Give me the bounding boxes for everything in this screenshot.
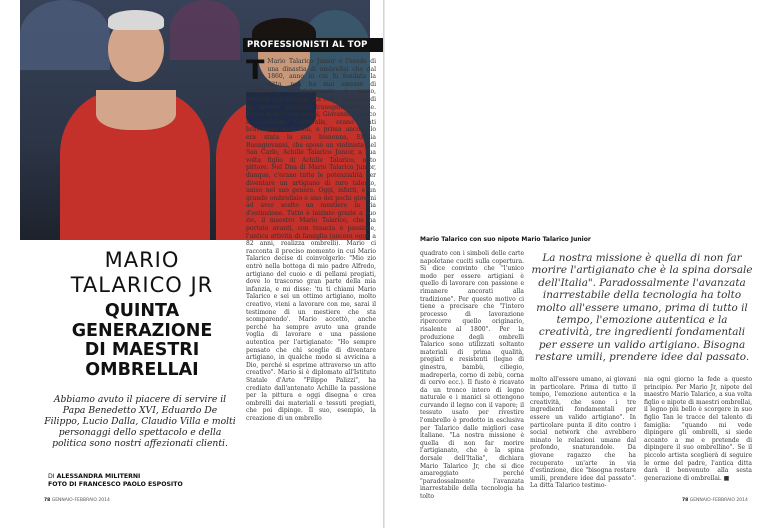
article-column-2 [420,250,524,498]
article-text: molto all'essere umano, ai giovani in particolare. Prima di tutto il tempo, l'emozione autentica e la creatività, che sono i tre ingredienti fondamentali per essere un valido artigiano". In particolare punta il dito contro i social network che avrebbero minato le relazioni umane dal profondo, snaturandole. Da giovane ragazzo che ha recuperato un'arte in via d'estinzione, dice "bisogna restare umili, prendere idee dal passato". La ditta Talarico testimo- [530,376,636,490]
name-line-1: MARIO [104,248,180,272]
footer-right-mark: 78 [682,498,689,503]
footer-left [44,498,110,503]
footer-left-issue: GENNAIO-FEBBRAIO 2014 [51,498,110,503]
headline-title [52,302,232,380]
byline [48,473,238,489]
footer-right [682,498,748,503]
article-column-4 [644,376,752,498]
article-column-3 [530,376,636,498]
byline-di: DI [48,473,55,480]
section-header: PROFESSIONISTI AL TOP [243,38,383,52]
page-spine [383,0,385,528]
pull-quote: La nostra missione è quella di non far morire l'artigianato che è la spina dorsale dell'Italia". Paradossalmente l'avanzata inarrestabile della tecnologia ha tolto molto all'essere umano, prima di tutto il tempo, l'emozione autentica e la creatività, tre ingredienti fondamentali per essere un valido artigiano. Bisogna restare umili, prendere idee dal passato. [531,252,753,364]
photo-caption: Mario Talarico con suo nipote Mario Talarico Junior [420,236,591,243]
intro-text: Abbiamo avuto il piacere di servire il Papa Benedetto XVI, Eduardo De Filippo, Lucio Dalla, Claudio Villa e molti personaggi dello spettacolo e della politica sono nostri affezionati clienti. [44,394,236,449]
title-line-3: DI MAESTRI [84,340,200,360]
article-text: nia ogni giorno la fede a questo principio. Per Mario Jr, nipote del maestro Mario Talarico, a sua volta figlio e nipote di maestri ombrellai, il legno più bello è scorgere in suo figlio Tan le tracce del talento di famiglia: "quando mi vede dipingere gli ombrelli, si siede accanto a me e pretende di dipingere il suo ombrellino". Se il piccolo artista sceglierà di seguire le orme del padre, l'antica ditta darà il benvenuto alla sesta generazione di ombrellai. ■ [644,376,752,482]
footer-right-issue: GENNAIO-FEBBRAIO 2014 [689,498,748,503]
name-line-2: TALARICO JR [70,273,214,297]
article-text: quadrato con i simboli delle carte napoletane cuciti sulla copertura. Si dice convinto che "l'unico modo per essere artigiani è quello di lavorare con passione e rimanere ancorati alla tradizione". Per questo motivo ci tiene a precisare che "l'intero processo di lavorazione ripercorre quello originario, risalente al 1800". Per la produzione degli ombrelli Talarico sono utilizzati soltanto materiali di prima qualità, pregiati e resistenti (legno di ginestra, bambù, ciliegio, madreperla, corno di zebù, corna di cervo ecc.). Il fusto è ricavato da un tronco intero di legno naturale e i manici si ottengono curvando il legno con il vapore; il tessuto usato per rivestire l'ombrello è prodotto in esclusiva per Talarico dalle migliori case italiane. "La nostra missione è quella di non far morire l'artigianato, che è la spina dorsale dell'Italia", dichiara Mario Talarico Jr, che si dice amareggiato perché "paradossalmente l'avanzata inarrestabile della tecnologia ha tolto [420,250,524,498]
footer-left-mark: 78 [44,498,51,503]
drop-cap: T [246,58,265,86]
title-line-4: OMBRELLAI [85,359,199,380]
title-line-2: GENERAZIONE [71,320,213,341]
article-column-1 [246,58,376,494]
byline-photo: FOTO DI FRANCESCO PAOLO ESPOSITO [48,481,183,488]
title-line-1: QUINTA [104,301,180,321]
article-text: Mario Talarico Junior è l'erede di una dinastia di ombrellai che dal 1860, anno in cui fu fondata la ditta, non ha mai smesso di realizzare, completamente a mano, pregiati parapioggia. La sua è la storia di un talento artistico transgenerazionale. Prima di lui i suoi nonni, Giovanni Talarico e Concetta Carlevalis, erano stati bravissimi ombrellai, e prima ancora lo era stata la sua bisnonna, Emilia Buongiovanni, che sposò un violinista del San Carlo, Achille Talarico Junior, a sua volta figlio di Achille Talarico, noto pittore. Nel Dna di Mario Talarico Junior, dunque, c'erano tutte le potenzialità per diventare un artigiano di raro talento, unico nel suo genere. Oggi, infatti, è un grande ombrellaio e uno dei pochi giovani ad aver scelto un mestiere in via d'estinzione. Tutto è iniziato grazie a suo zio, il maestro Mario Talarico, che ha portato avanti, con tenacia e passione, l'antica attività di famiglia (ancora oggi, a 82 anni, realizza ombrelli). Mario ci racconta il preciso momento in cui Mario Talarico decise di coinvolgerlo: "Mio zio entrò nella bottega di mio padre Alfredo, artigiano del cuoio e di pellami pregiati, dove lo trascorso gran parte della mia infanzia, e mi disse: 'tu ti chiami Mario Talarico e sei un ottimo artigiano, molto creativo, vieni a lavorare con me, sarai il testimone di un mestiere che sta scomparendo'. Mario accettò, anche perché ha sempre avuto una grande voglia di lavorare e una passione autentica per l'artigianato: "Ho sempre pensato che chi sceglie di diventare artigiano, in qualche modo si avvicina a Dio, perché si esprime attraverso un atto creativo". Mario si è diplomato all'Istituto Statale d'Arte "Filippo Palizzi", ha crediato dall'antenato Achille la passione per la pittura e oggi disegna e crea ombrelli dai materiali e tessuti pregiati, che poi dipinge. Il suo, esempio, la creazione di un ombrello [246,58,376,422]
headline-name [52,248,232,298]
byline-author: ALESSANDRA MILITERNI [56,473,141,480]
